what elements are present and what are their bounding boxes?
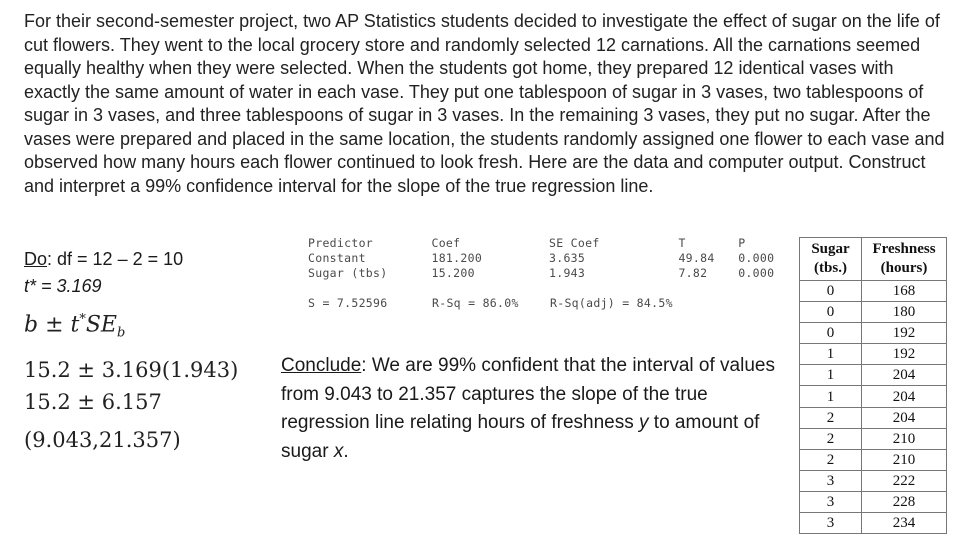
- table-row: [800, 449, 947, 470]
- freshness-cell: 204: [862, 365, 947, 386]
- output-summary-row: [308, 296, 788, 311]
- freshness-cell: 210: [862, 428, 947, 449]
- output-cell: 1.943: [549, 266, 586, 280]
- table-row: [800, 491, 947, 512]
- sugar-cell: 1: [800, 344, 862, 365]
- output-cell: 7.82: [678, 266, 708, 280]
- freshness-cell: 204: [862, 386, 947, 407]
- table-header-row: [800, 238, 947, 281]
- df-text: : df = 12 – 2 = 10: [47, 249, 184, 269]
- formula-sub: b: [117, 325, 126, 341]
- table-row: [800, 513, 947, 534]
- sugar-freshness-table: [799, 237, 947, 534]
- header-sugar: [800, 238, 862, 281]
- header-freshness-l1: Freshness: [872, 241, 936, 257]
- sugar-cell: 0: [800, 323, 862, 344]
- conclude-label: Conclude: [281, 355, 362, 376]
- sugar-cell: 3: [800, 513, 862, 534]
- sugar-cell: 0: [800, 302, 862, 323]
- table-row: [800, 407, 947, 428]
- output-header: Predictor: [308, 236, 374, 250]
- var-y: y: [639, 412, 649, 433]
- interval-formula: [24, 312, 125, 341]
- header-sugar-l1: Sugar: [811, 241, 850, 257]
- freshness-cell: 192: [862, 323, 947, 344]
- output-header: T: [678, 236, 686, 250]
- sugar-cell: 3: [800, 491, 862, 512]
- calc-line-2: 15.2 ± 6.157: [24, 390, 162, 414]
- output-row-sugar: [308, 266, 788, 281]
- sugar-cell: 2: [800, 407, 862, 428]
- formula-pm: ±: [38, 312, 71, 338]
- formula-se: SE: [85, 312, 117, 338]
- freshness-cell: 168: [862, 281, 947, 302]
- output-cell: 0.000: [738, 266, 775, 280]
- sugar-cell: 0: [800, 281, 862, 302]
- table-row: [800, 470, 947, 491]
- output-cell: Constant: [308, 251, 366, 265]
- do-section: [24, 246, 183, 300]
- table-row: [800, 428, 947, 449]
- freshness-cell: 228: [862, 491, 947, 512]
- freshness-cell: 222: [862, 470, 947, 491]
- conclude-text-a: : We are 99% confident that the interval of values from 9.043 to 21.357 captures the slope of the true regression line relating hours of freshness: [281, 355, 775, 433]
- header-freshness: [862, 238, 947, 281]
- freshness-cell: 192: [862, 344, 947, 365]
- table-row: [800, 344, 947, 365]
- formula-b: b: [24, 312, 39, 338]
- table-body: [800, 281, 947, 534]
- output-rsq-adj: R-Sq(adj) = 84.5%: [550, 296, 673, 310]
- freshness-cell: 210: [862, 449, 947, 470]
- t-star-line: t* = 3.169: [24, 276, 102, 296]
- conclude-text-c: .: [343, 440, 349, 462]
- output-cell: 0.000: [738, 251, 775, 265]
- df-line: [24, 246, 183, 273]
- output-cell: 49.84: [678, 251, 715, 265]
- freshness-cell: 204: [862, 407, 947, 428]
- header-freshness-l2: (hours): [880, 260, 928, 276]
- output-header: P: [738, 236, 746, 250]
- sugar-cell: 1: [800, 386, 862, 407]
- output-rsq: R-Sq = 86.0%: [432, 296, 519, 310]
- output-cell: 3.635: [549, 251, 586, 265]
- output-cell: Sugar (tbs): [308, 266, 388, 280]
- freshness-cell: 234: [862, 513, 947, 534]
- formula-t: t: [70, 312, 80, 338]
- header-sugar-l2: (tbs.): [814, 260, 847, 276]
- output-header: SE Coef: [549, 236, 600, 250]
- sugar-cell: 2: [800, 449, 862, 470]
- table-row: [800, 281, 947, 302]
- table-row: [800, 365, 947, 386]
- output-cell: 181.200: [431, 251, 483, 265]
- calc-line-3: (9.043,21.357): [24, 428, 181, 452]
- calc-line-1: 15.2 ± 3.169(1.943): [24, 358, 239, 382]
- table-row: [800, 386, 947, 407]
- var-x: x: [333, 440, 344, 462]
- sugar-cell: 2: [800, 428, 862, 449]
- sugar-cell: 3: [800, 470, 862, 491]
- formula-star: *: [79, 312, 86, 327]
- output-s: S = 7.52596: [308, 296, 388, 310]
- do-label: Do: [24, 249, 48, 269]
- table-row: [800, 323, 947, 344]
- regression-output: [308, 236, 788, 311]
- output-header-row: [308, 236, 788, 251]
- conclusion: [281, 352, 781, 466]
- freshness-cell: 180: [862, 302, 947, 323]
- sugar-cell: 1: [800, 365, 862, 386]
- output-cell: 15.200: [431, 266, 475, 280]
- table-row: [800, 302, 947, 323]
- output-row-constant: [308, 251, 788, 266]
- conclude-text-b: to amount of sugar: [281, 412, 760, 462]
- problem-statement: For their second-semester project, two AP Statistics students decided to investigate the effect of sugar on the life of cut flowers. They went to the local grocery store and randomly selected 12 carnations. All the carnations seemed equally healthy when they were selected. When the students got home, they prepared 12 identical vases with exactly the same amount of water in each vase. They put one tablespoon of sugar in 3 vases, two tablespoons of sugar in 3 vases, and three tablespoons of sugar in 3 vases. In the remaining 3 vases, they put no sugar. After the vases were prepared and placed in the same location, the students randomly assigned one flower to each vase and observed how many hours each flower continued to look fresh. Here are the data and computer output. Construct and interpret a 99% confidence interval for the slope of the true regression line.: [24, 11, 945, 196]
- output-header: Coef: [431, 236, 461, 250]
